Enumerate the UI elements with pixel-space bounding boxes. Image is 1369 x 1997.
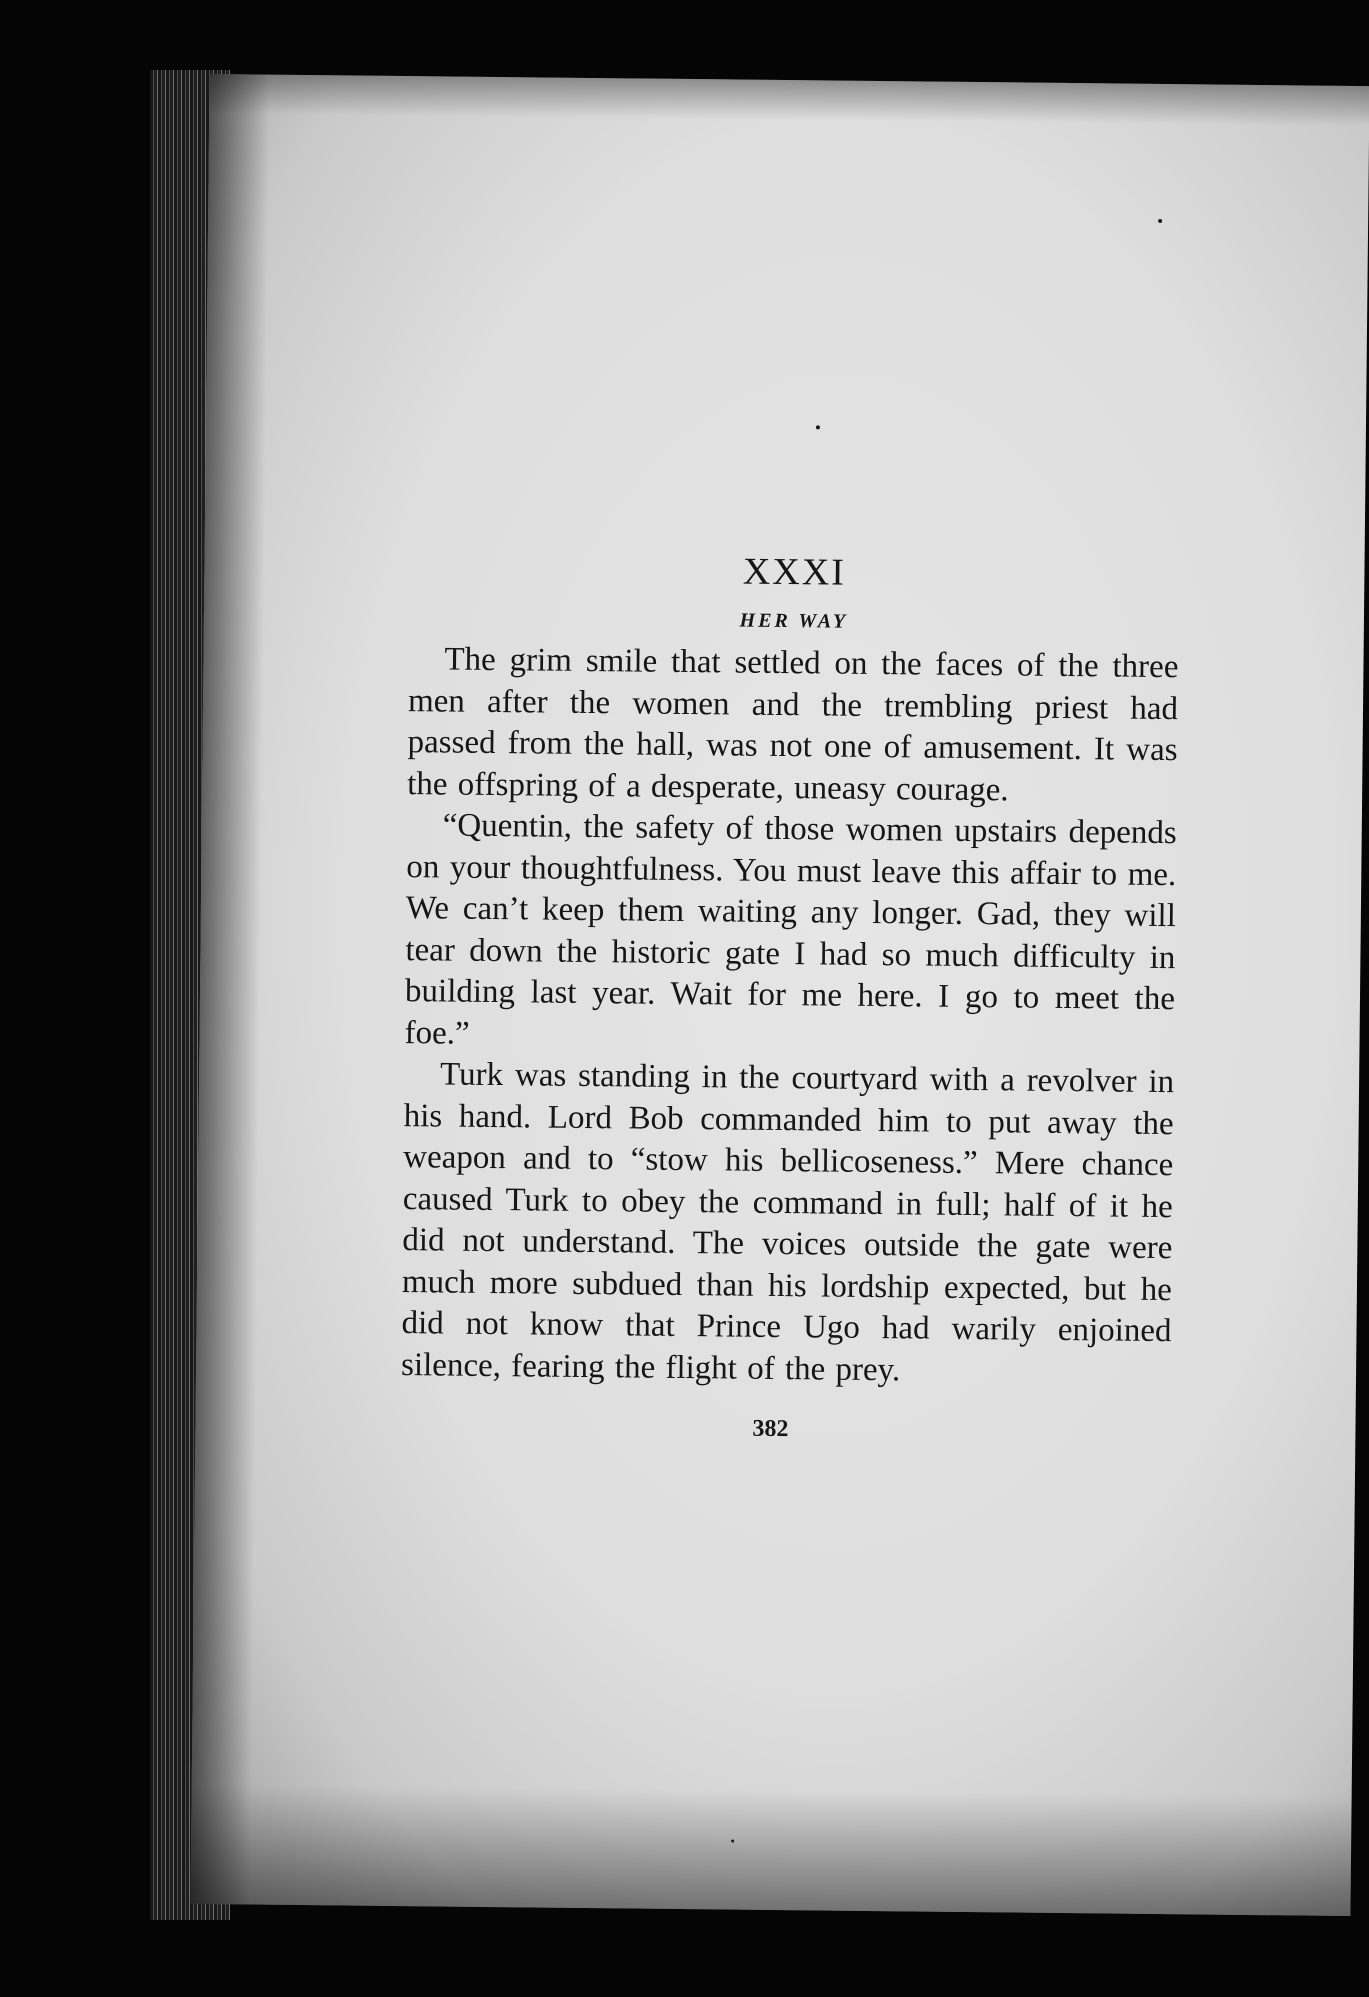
chapter-title: HER WAY xyxy=(739,609,849,633)
text-block xyxy=(400,546,1179,1447)
paragraph: “Quentin, the safety of those women upstairs depends on your thoughtfulness. You must leave this affair to me. We can’t keep them waiting any longer. Gad, they will tear down the historic gate I had so much difficulty in building last year. Wait for me here. I go to meet the foe.” xyxy=(404,807,1177,1052)
book-page xyxy=(190,74,1369,1916)
speck xyxy=(816,425,820,429)
speck xyxy=(1158,219,1162,223)
paragraph: The grim smile that settled on the faces of the three men after the women and the trembling priest had passed from the hall, was not one of amusement. It was the offspring of a desperate, uneasy courage. xyxy=(407,641,1179,808)
speck xyxy=(731,1840,734,1843)
paragraph: Turk was standing in the courtyard with a revolver in his hand. Lord Bob commanded him to put away the weapon and to “stow his bellicoseness.” Mere chance caused Turk to obey the command in full; half of it he did not understand. The voices outside the gate were much more subdued than his lordship expected, but he did not know that Prince Ugo had warily enjoined silence, fearing the flight of the prey. xyxy=(400,1056,1175,1388)
chapter-number: XXXI xyxy=(742,550,847,594)
page-shadow xyxy=(190,1784,1351,1916)
page-shadow xyxy=(209,74,1369,126)
page-number: 382 xyxy=(752,1415,789,1443)
